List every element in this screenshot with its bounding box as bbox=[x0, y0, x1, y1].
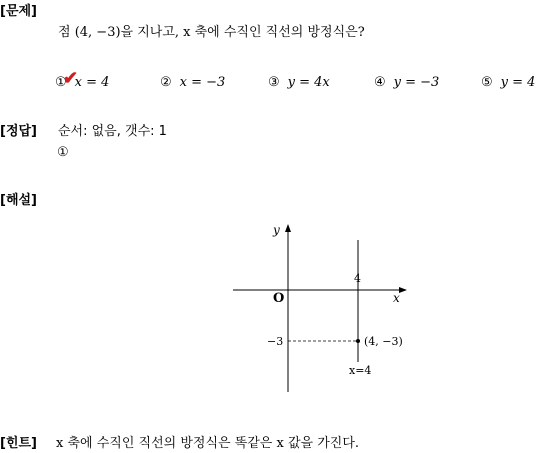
tick-x-label: 4 bbox=[354, 272, 361, 285]
x-axis-label: x bbox=[393, 291, 400, 305]
y-axis-arrow bbox=[285, 224, 291, 232]
y-axis-label: y bbox=[273, 223, 280, 237]
choice-number: ④ bbox=[374, 75, 386, 90]
tick-y-label: −3 bbox=[267, 335, 284, 348]
hint-text: x 축에 수직인 직선의 방정식은 똑같은 x 값을 가진다. bbox=[56, 436, 360, 451]
choice-5[interactable] bbox=[481, 75, 535, 90]
answer-meta: 순서: 없음, 갯수: 1 bbox=[58, 124, 167, 139]
section-label-hint: [힌트] bbox=[0, 436, 37, 451]
point-4-neg3 bbox=[356, 339, 360, 343]
origin-label: O bbox=[273, 291, 285, 306]
choice-expression: x = −3 bbox=[179, 75, 226, 90]
choice-1[interactable] bbox=[55, 68, 110, 90]
choice-number: ② bbox=[160, 75, 172, 90]
choice-number: ③ bbox=[268, 75, 280, 90]
section-label-answer: [정답] bbox=[0, 124, 37, 139]
choice-expression: y = 4x bbox=[287, 75, 330, 90]
point-label: (4, −3) bbox=[364, 335, 403, 348]
choice-expression: y = 4 bbox=[500, 75, 536, 90]
section-label-problem: [문제] bbox=[0, 4, 37, 19]
choice-number: ⑤ bbox=[481, 75, 493, 90]
x-axis-arrow bbox=[399, 287, 407, 293]
section-label-explanation: [해설] bbox=[0, 193, 37, 208]
choice-4[interactable] bbox=[374, 75, 439, 90]
answer-value: ① bbox=[57, 145, 69, 160]
choice-expression: x = 4 bbox=[74, 75, 110, 90]
problem-text: 점 (4, −3)을 지나고, x 축에 수직인 직선의 방정식은? bbox=[58, 25, 365, 40]
line-label: x=4 bbox=[349, 364, 372, 377]
choice-3[interactable] bbox=[268, 75, 330, 90]
choice-2[interactable] bbox=[160, 75, 225, 90]
checkmark-icon: ✔ bbox=[63, 68, 79, 89]
choice-number: ① bbox=[55, 75, 67, 90]
choice-expression: y = −3 bbox=[393, 75, 440, 90]
coordinate-graph bbox=[225, 220, 415, 395]
